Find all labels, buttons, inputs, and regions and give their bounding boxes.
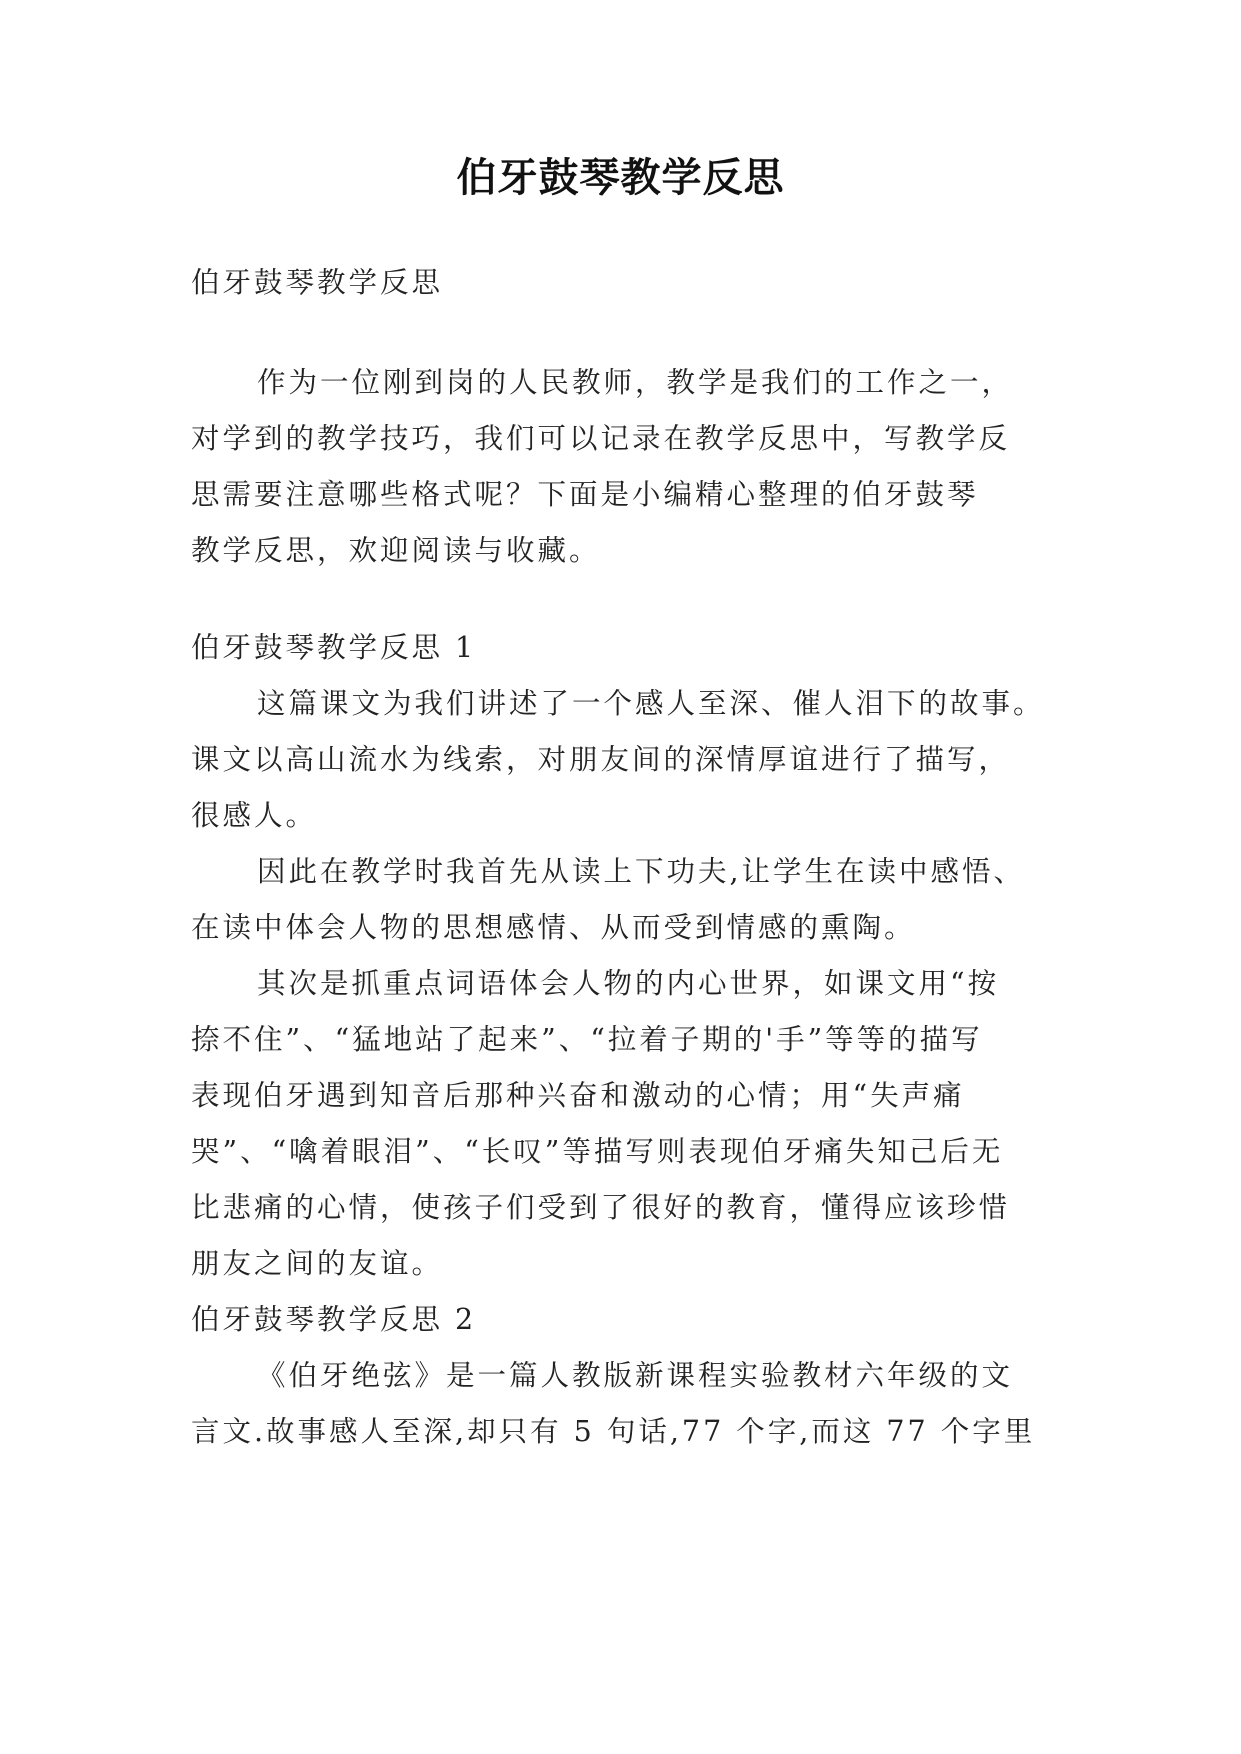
intro-paragraph-line: 思需要注意哪些格式呢？下面是小编精心整理的伯牙鼓琴 bbox=[191, 478, 979, 511]
paragraph-line: 其次是抓重点词语体会人物的内心世界，如课文用“按 bbox=[257, 967, 1000, 1000]
section-heading-1: 伯牙鼓琴教学反思 1 bbox=[191, 631, 477, 664]
document-title: 伯牙鼓琴教学反思 bbox=[456, 154, 785, 201]
paragraph-line: 很感人。 bbox=[191, 799, 318, 832]
paragraph-line: 朋友之间的友谊。 bbox=[191, 1247, 444, 1280]
section-heading-2: 伯牙鼓琴教学反思 2 bbox=[191, 1303, 477, 1336]
paragraph-line: 哭”、“噙着眼泪”、“长叹”等描写则表现伯牙痛失知己后无 bbox=[191, 1135, 1004, 1168]
intro-paragraph-line: 对学到的教学技巧，我们可以记录在教学反思中，写教学反 bbox=[191, 422, 1011, 455]
paragraph-line: 捺不住”、“猛地站了起来”、“拉着子期的'手”等等的描写 bbox=[191, 1023, 983, 1056]
paragraph-line: 因此在教学时我首先从读上下功夫,让学生在读中感悟、 bbox=[257, 855, 1026, 888]
paragraph-line: 这篇课文为我们讲述了一个感人至深、催人泪下的故事。 bbox=[257, 687, 1045, 720]
paragraph-line: 《伯牙绝弦》是一篇人教版新课程实验教材六年级的文 bbox=[257, 1359, 1014, 1392]
paragraph-line: 言文.故事感人至深,却只有 5 句话,77 个字,而这 77 个字里 bbox=[191, 1415, 1036, 1448]
paragraph-line: 比悲痛的心情，使孩子们受到了很好的教育，懂得应该珍惜 bbox=[191, 1191, 1011, 1224]
intro-paragraph-line: 作为一位刚到岗的人民教师，教学是我们的工作之一， bbox=[257, 366, 1014, 399]
paragraph-line: 在读中体会人物的思想感情、从而受到情感的熏陶。 bbox=[191, 911, 916, 944]
intro-paragraph-line: 教学反思，欢迎阅读与收藏。 bbox=[191, 534, 601, 567]
paragraph-line: 课文以高山流水为线索，对朋友间的深情厚谊进行了描写， bbox=[191, 743, 1011, 776]
intro-heading: 伯牙鼓琴教学反思 bbox=[191, 266, 444, 299]
paragraph-line: 表现伯牙遇到知音后那种兴奋和激动的心情；用“失声痛 bbox=[191, 1079, 965, 1112]
